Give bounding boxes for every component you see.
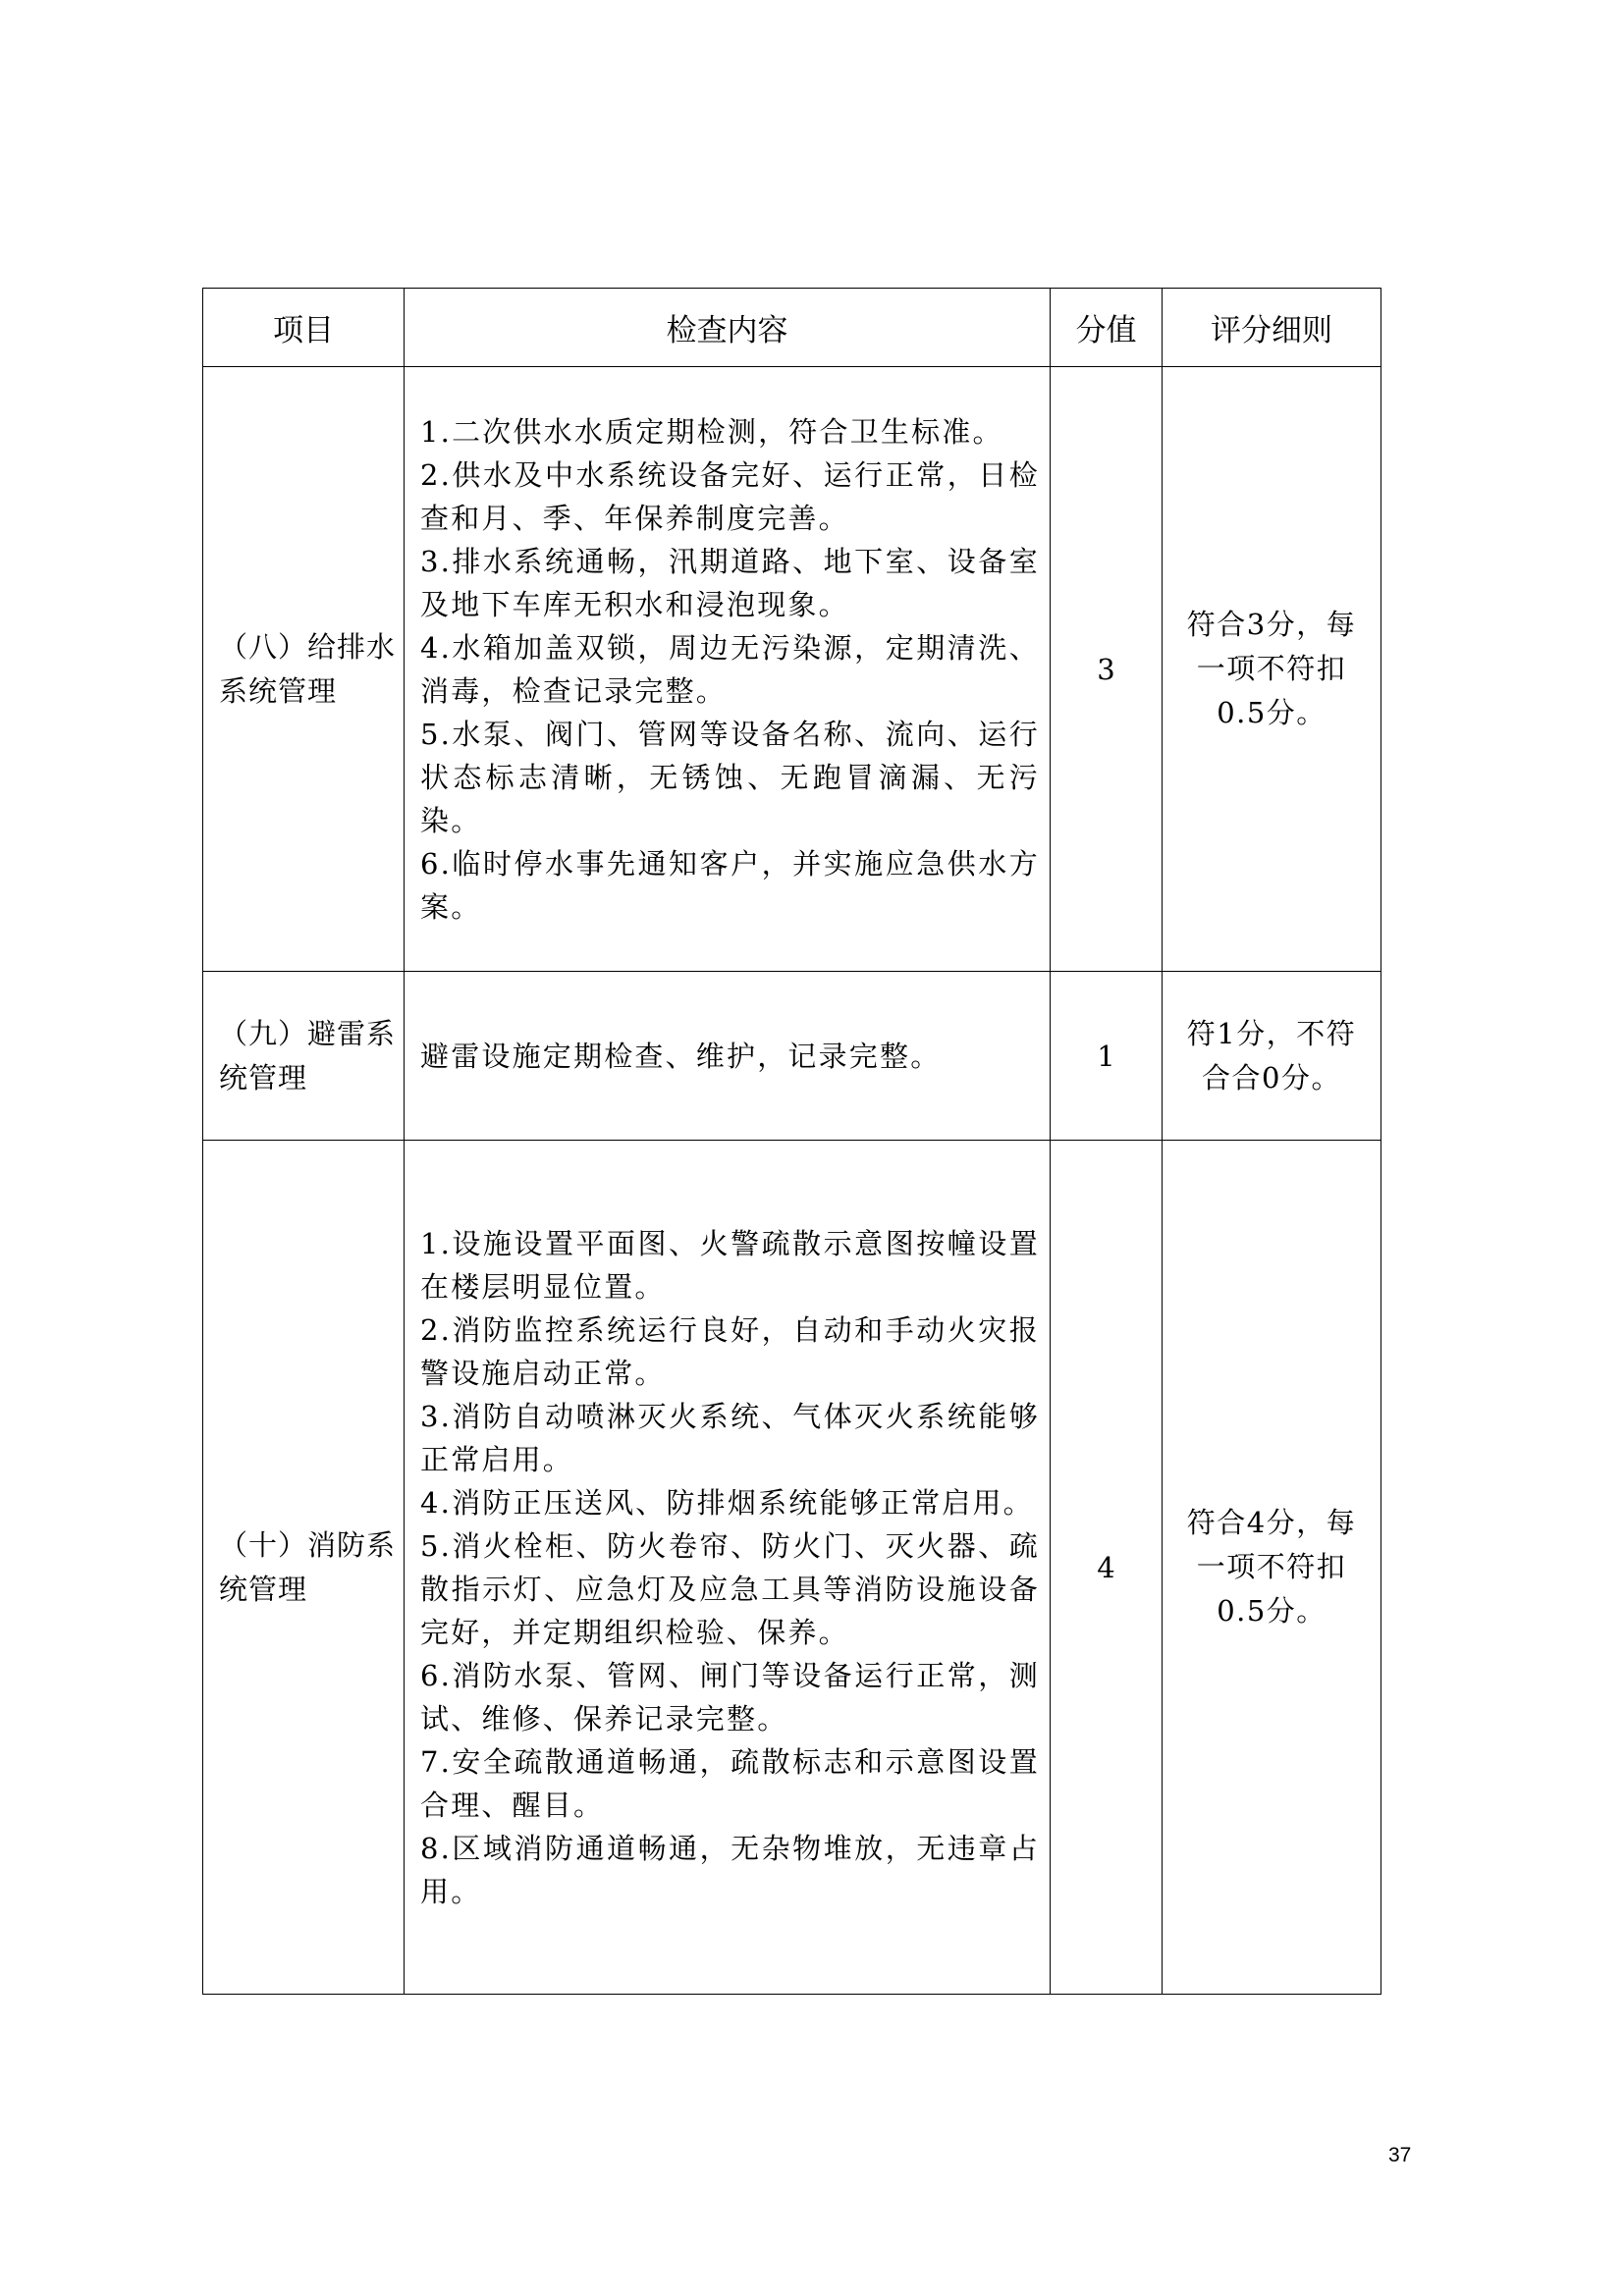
table-row (203, 367, 1381, 972)
content-line: 8.区域消防通道畅通，无杂物堆放，无违章占用。 (420, 1831, 1040, 1908)
content-line: 2.供水及中水系统设备完好、运行正常，日检查和月、季、年保养制度完善。 (420, 457, 1040, 535)
header-score: 分值 (1051, 289, 1163, 367)
content-cell (405, 367, 1051, 972)
content-line: 1.设施设置平面图、火警疏散示意图按幢设置在楼层明显位置。 (420, 1226, 1040, 1304)
rule-cell: 符合3分，每一项不符扣0.5分。 (1163, 367, 1381, 972)
content-line: 3.消防自动喷淋灭火系统、气体灭火系统能够正常启用。 (420, 1399, 1040, 1476)
content-line: 7.安全疏散通道畅通，疏散标志和示意图设置合理、醒目。 (420, 1744, 1040, 1822)
content-line: 3.排水系统通畅，汛期道路、地下室、设备室及地下车库无积水和浸泡现象。 (420, 544, 1040, 621)
item-cell: （八）给排水系统管理 (203, 367, 405, 972)
content-line: 4.消防正压送风、防排烟系统能够正常启用。 (420, 1485, 1034, 1520)
score-cell: 3 (1051, 367, 1163, 972)
item-cell: （十）消防系统管理 (203, 1141, 405, 1995)
content-line: 1.二次供水水质定期检测，符合卫生标准。 (420, 414, 1003, 449)
score-cell: 4 (1051, 1141, 1163, 1995)
item-cell: （九）避雷系统管理 (203, 972, 405, 1141)
content-line: 6.消防水泵、管网、闸门等设备运行正常，测试、维修、保养记录完整。 (420, 1658, 1040, 1735)
content-line: 6.临时停水事先通知客户，并实施应急供水方案。 (420, 846, 1040, 924)
page-number: 37 (1388, 2144, 1412, 2166)
content-cell (405, 1141, 1051, 1995)
content-line: 5.消火栓柜、防火卷帘、防火门、灭火器、疏散指示灯、应急灯及应急工具等消防设施设备完好，并定期组织检验、保养。 (420, 1528, 1040, 1649)
header-rule: 评分细则 (1163, 289, 1381, 367)
score-cell: 1 (1051, 972, 1163, 1141)
content-line: 2.消防监控系统运行良好，自动和手动火灾报警设施启动正常。 (420, 1312, 1040, 1390)
table-row (203, 972, 1381, 1141)
content-line: 4.水箱加盖双锁，周边无污染源，定期清洗、消毒，检查记录完整。 (420, 630, 1040, 708)
content-cell (405, 972, 1051, 1141)
table-header-row (203, 289, 1381, 367)
rule-cell: 符1分，不符合合0分。 (1163, 972, 1381, 1141)
header-content: 检查内容 (405, 289, 1051, 367)
content-line: 避雷设施定期检查、维护，记录完整。 (420, 1039, 942, 1073)
inspection-table (202, 288, 1381, 1995)
content-line: 5.水泵、阀门、管网等设备名称、流向、运行状态标志清晰，无锈蚀、无跑冒滴漏、无污染。 (420, 717, 1040, 837)
table-row (203, 1141, 1381, 1995)
rule-cell: 符合4分，每一项不符扣0.5分。 (1163, 1141, 1381, 1995)
header-item: 项目 (203, 289, 405, 367)
